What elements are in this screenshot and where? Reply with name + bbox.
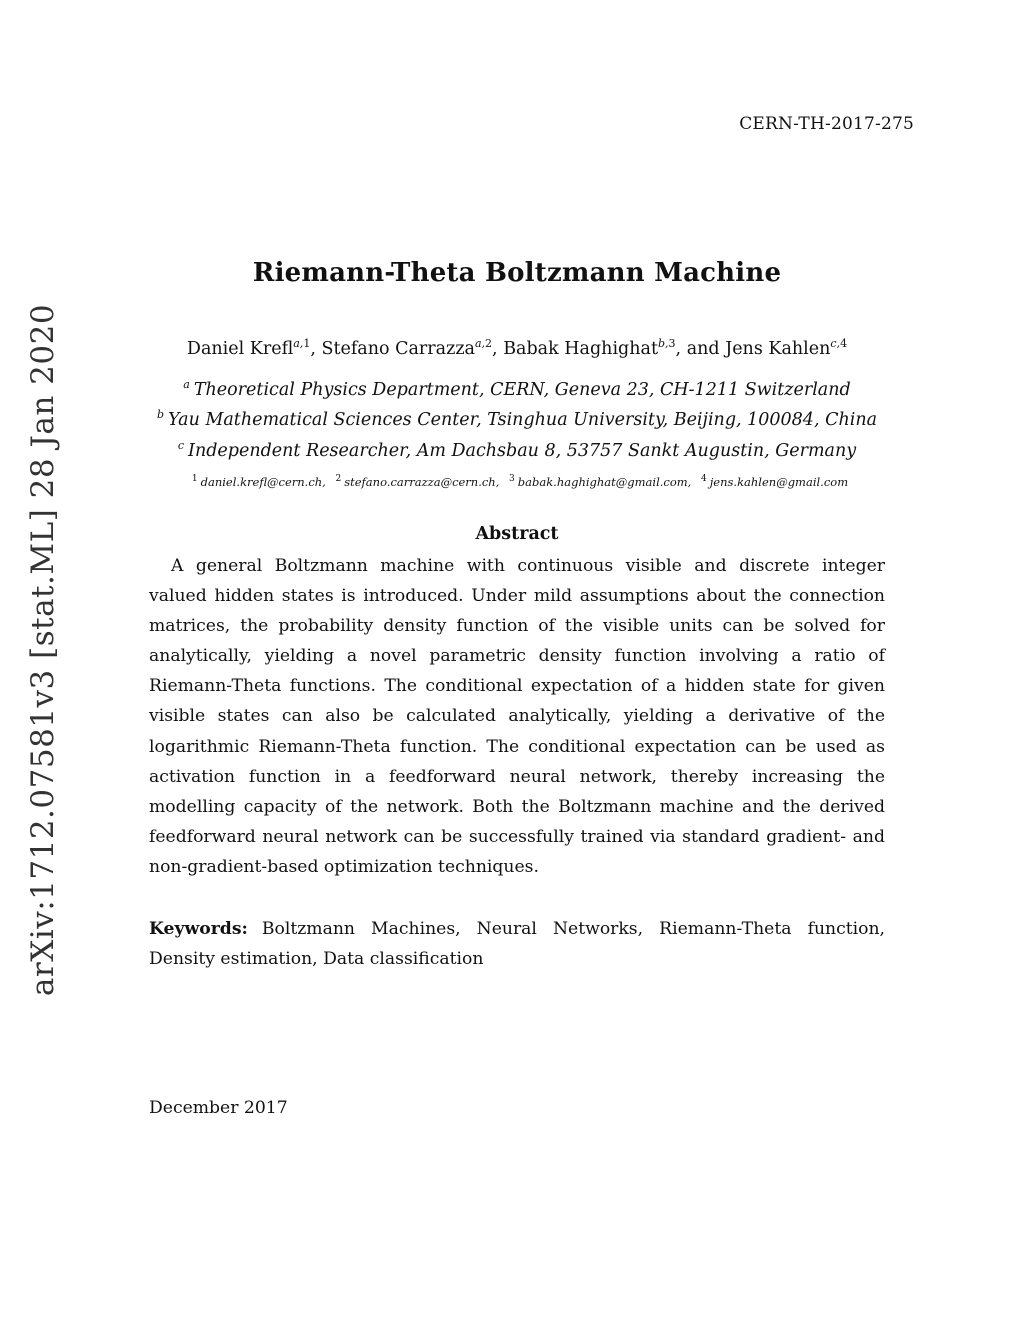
keywords-text: Boltzmann Machines, Neural Networks, Riemann-Theta function, Density estimation, Data classification xyxy=(149,919,885,969)
author-name: Stefano Carrazza xyxy=(321,338,475,359)
author-affil-mark: b,3 xyxy=(658,337,676,350)
keywords xyxy=(149,914,885,974)
author-name: Daniel Krefl xyxy=(186,338,294,359)
paper-date: December 2017 xyxy=(149,1098,288,1118)
authors-connector: and xyxy=(686,338,720,359)
author-name: Jens Kahlen xyxy=(725,338,831,359)
author-affil-mark: a,2 xyxy=(474,337,493,350)
author-affil-mark: c,4 xyxy=(830,337,848,350)
email[interactable]: stefano.carrazza@cern.ch, xyxy=(344,474,500,489)
paper-title: Riemann-Theta Boltzmann Machine xyxy=(252,258,782,288)
report-number: CERN-TH-2017-275 xyxy=(739,114,914,134)
email[interactable]: daniel.krefl@cern.ch, xyxy=(200,474,326,489)
arxiv-stamp xyxy=(22,303,64,997)
author-affil-mark: a,1 xyxy=(293,337,311,350)
affiliation-a: $^a$ Theoretical Physics Department, CERN, Geneva 23, CH-1211 Switzerland xyxy=(183,378,851,400)
affiliation-b: $^b$ Yau Mathematical Sciences Center, Tsinghua University, Beijing, 100084, China xyxy=(156,408,878,430)
affiliation-c: $^c$ Independent Researcher, Am Dachsbau 8, 53757 Sankt Augustin, Germany xyxy=(177,439,857,461)
email-list: $^1$ daniel.krefl@cern.ch, $^2$ stefano.carrazza@cern.ch, $^3$ babak.haghighat@gmail.com, $^4$ jens.kahlen@gmail.com xyxy=(191,474,849,489)
abstract-heading: Abstract xyxy=(475,524,559,544)
author-name: Babak Haghighat xyxy=(503,338,658,359)
email[interactable]: jens.kahlen@gmail.com xyxy=(709,474,849,489)
arxiv-stamp-text: arXiv:1712.07581v3 [stat.ML] 28 Jan 2020 xyxy=(25,303,61,997)
author-list: Daniel Krefl$^{a,1}$, Stefano Carrazza$^{a,2}$, Babak Haghighat$^{b,3}$, and Jens Kahlen$^{c,4}$ xyxy=(186,337,848,359)
abstract-body: A general Boltzmann machine with continuous visible and discrete integer valued hidden states is introduced. Under mild assumptions about the connection matrices, the probability density function of the visible units can be solved for analytically, yielding a novel parametric density function involving a ratio of Riemann-Theta functions. The conditional expectation of a hidden state for given visible states can also be calculated analytically, yielding a derivative of the logarithmic Riemann-Theta function. The conditional expectation can be used as activation function in a feedforward neural network, thereby increasing the modelling capacity of the network. Both the Boltzmann machine and the derived feedforward neural network can be successfully trained via standard gradient- and non-gradient-based optimization techniques. xyxy=(149,556,885,877)
keywords-label: Keywords: xyxy=(149,919,248,939)
email[interactable]: babak.haghighat@gmail.com, xyxy=(517,474,692,489)
